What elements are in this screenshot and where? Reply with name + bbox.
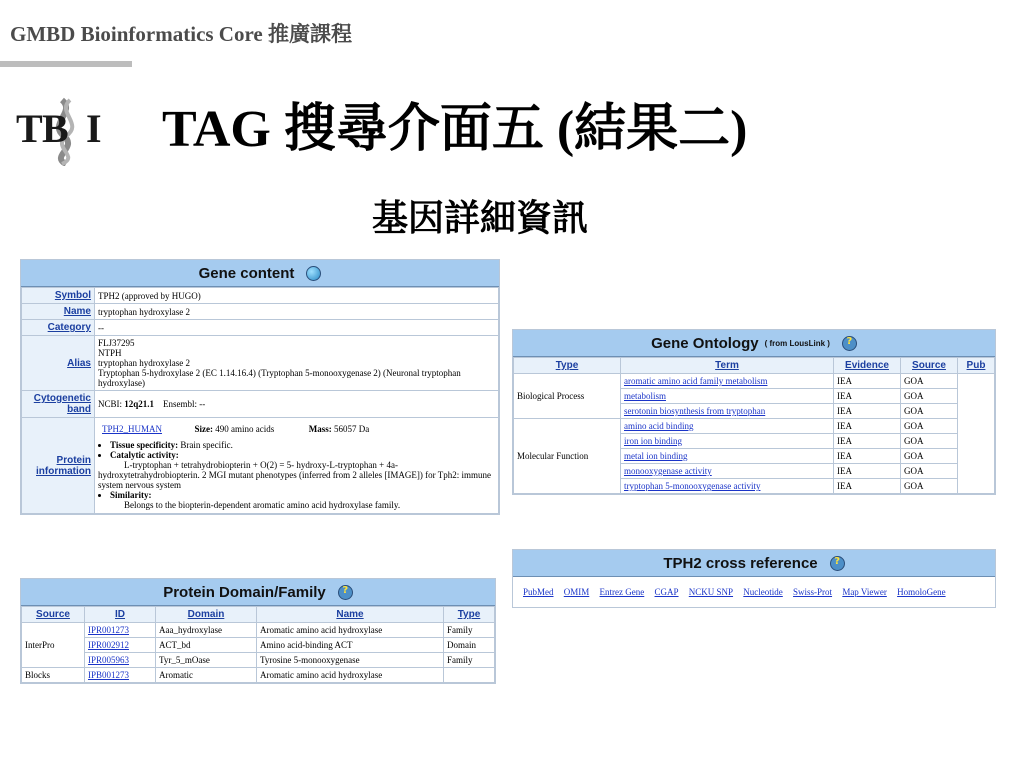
go-term-link[interactable]: metabolism: [624, 391, 666, 401]
go-term-cell: [621, 434, 834, 449]
cytogenetic-label[interactable]: Cytogenetic band: [22, 391, 95, 418]
go-source-cell: GOA: [901, 404, 958, 419]
table-row: [22, 418, 499, 514]
go-evidence-cell: IEA: [834, 404, 901, 419]
protein-domain-table: [21, 606, 495, 683]
source-cell: Blocks: [22, 668, 85, 683]
go-term-link[interactable]: tryptophan 5-monooxygenase activity: [624, 481, 761, 491]
go-evidence-cell: IEA: [834, 389, 901, 404]
gene-ontology-panel: [512, 329, 996, 495]
go-source-cell: GOA: [901, 449, 958, 464]
svg-text:I: I: [86, 106, 102, 151]
svg-text:B: B: [42, 106, 69, 151]
cross-reference-links: [513, 577, 995, 607]
protein-domain-header: [21, 579, 495, 606]
column-name[interactable]: Name: [257, 607, 444, 623]
ncku-snp-link[interactable]: NCKU SNP: [688, 587, 734, 597]
ncbi-label: NCBI:: [98, 399, 123, 409]
gene-ontology-table: [513, 357, 995, 494]
help-icon[interactable]: ?: [338, 585, 353, 600]
go-pub-cell: [958, 374, 995, 494]
column-domain[interactable]: Domain: [156, 607, 257, 623]
name-cell: Aromatic amino acid hydroxylase: [257, 623, 444, 638]
nucleotide-link[interactable]: Nucleotide: [743, 587, 783, 597]
alias-line: NTPH: [98, 348, 122, 358]
interpro-link[interactable]: IPR002912: [88, 640, 130, 650]
go-term-link[interactable]: metal ion binding: [624, 451, 688, 461]
symbol-value: TPH2 (approved by HUGO): [95, 288, 499, 304]
domain-cell: Tyr_5_mOase: [156, 653, 257, 668]
list-item: • Tissue specificity: Brain specific.: [110, 440, 495, 450]
go-term-link[interactable]: iron ion binding: [624, 436, 682, 446]
ncbi-band: 12q21.1: [124, 399, 155, 409]
alias-line: FLJ37295: [98, 338, 135, 348]
gene-content-title: Gene content: [198, 264, 295, 282]
cytogenetic-value: [95, 391, 499, 418]
cross-reference-header: [513, 550, 995, 577]
go-type-cell: Molecular Function: [514, 419, 621, 494]
go-evidence-cell: IEA: [834, 374, 901, 389]
catalytic-text: L-tryptophan + tetrahydrobiopterin + O(2) = 5- hydroxy-L-tryptophan + 4a-hydroxytetrahydrobiopterin. 2 MGI mutant phenotypes (inferred from 2 alleles [IMAGE]) for Tph2: immune system nervous system: [98, 460, 491, 490]
alias-label[interactable]: Alias: [22, 336, 95, 391]
column-source[interactable]: Source: [901, 358, 958, 374]
name-value: tryptophan hydroxylase 2: [95, 304, 499, 320]
table-row: [22, 391, 499, 418]
domain-cell: ACT_bd: [156, 638, 257, 653]
go-source-cell: GOA: [901, 419, 958, 434]
go-source-cell: GOA: [901, 434, 958, 449]
protein-domain-panel: [20, 578, 496, 684]
go-term-link[interactable]: aromatic amino acid family metabolism: [624, 376, 768, 386]
go-evidence-cell: IEA: [834, 449, 901, 464]
page-subtitle: 基因詳細資訊: [372, 198, 589, 238]
go-source-cell: GOA: [901, 464, 958, 479]
protein-info-label[interactable]: Protein information: [22, 418, 95, 514]
source-cell: InterPro: [22, 623, 85, 668]
go-term-link[interactable]: amino acid binding: [624, 421, 694, 431]
alias-line: tryptophan hydroxylase 2: [98, 358, 190, 368]
interpro-link[interactable]: IPR001273: [88, 625, 130, 635]
mass-value: 56057 Da: [334, 424, 370, 434]
globe-icon[interactable]: [306, 266, 321, 281]
omim-link[interactable]: OMIM: [563, 587, 590, 597]
table-header-row: [514, 358, 995, 374]
table-row: [22, 638, 495, 653]
symbol-label[interactable]: Symbol: [22, 288, 95, 304]
mass-label: Mass:: [308, 424, 332, 434]
table-row: [22, 336, 499, 391]
cross-reference-panel: [512, 549, 996, 608]
help-icon[interactable]: ?: [842, 336, 857, 351]
column-term[interactable]: Term: [621, 358, 834, 374]
category-label[interactable]: Category: [22, 320, 95, 336]
map-viewer-link[interactable]: Map Viewer: [842, 587, 887, 597]
category-value: --: [95, 320, 499, 336]
list-item: • Catalytic activity:: [110, 450, 495, 460]
cgap-link[interactable]: CGAP: [654, 587, 679, 597]
go-term-cell: [621, 449, 834, 464]
go-source-cell: GOA: [901, 389, 958, 404]
cross-reference-title: TPH2 cross reference: [663, 554, 818, 572]
protein-info-value: [95, 418, 499, 514]
protein-detail-list: [98, 490, 495, 500]
size-label: Size:: [194, 424, 214, 434]
go-evidence-cell: IEA: [834, 479, 901, 494]
pubmed-link[interactable]: PubMed: [523, 587, 554, 597]
go-evidence-cell: IEA: [834, 419, 901, 434]
alias-line: Tryptophan 5-hydroxylase 2 (EC 1.14.16.4) (Tryptophan 5-monooxygenase 2) (Neuronal tryptophan hydroxylase): [98, 368, 461, 388]
id-cell: [85, 668, 156, 683]
table-row: [514, 374, 995, 389]
column-pub[interactable]: Pub: [958, 358, 995, 374]
alias-value: [95, 336, 499, 391]
id-cell: [85, 638, 156, 653]
column-evidence[interactable]: Evidence: [834, 358, 901, 374]
blocks-link[interactable]: IPB001273: [88, 670, 130, 680]
go-term-link[interactable]: monooxygenase activity: [624, 466, 712, 476]
go-evidence-cell: IEA: [834, 434, 901, 449]
type-cell: [444, 668, 495, 683]
table-row: [22, 288, 499, 304]
swiss-prot-link[interactable]: Swiss-Prot: [793, 587, 833, 597]
homologene-link[interactable]: HomoloGene: [897, 587, 946, 597]
column-type[interactable]: Type: [444, 607, 495, 623]
table-header-row: [22, 607, 495, 623]
table-row: [22, 623, 495, 638]
type-cell: Family: [444, 653, 495, 668]
domain-cell: Aaa_hydroxylase: [156, 623, 257, 638]
name-cell: Amino acid-binding ACT: [257, 638, 444, 653]
type-cell: Domain: [444, 638, 495, 653]
entrez-gene-link[interactable]: Entrez Gene: [599, 587, 645, 597]
size-value: 490 amino acids: [215, 424, 275, 434]
name-cell: Tyrosine 5-monooxygenase: [257, 653, 444, 668]
id-cell: [85, 653, 156, 668]
id-cell: [85, 623, 156, 638]
gene-ontology-title: Gene Ontology: [651, 334, 759, 352]
gene-content-header: [21, 260, 499, 287]
gene-ontology-source: ( from LousLink ): [764, 338, 830, 348]
table-row: [22, 668, 495, 683]
help-icon[interactable]: ?: [830, 556, 845, 571]
go-term-cell: [621, 404, 834, 419]
page-title: TAG 搜尋介面五 (結果二): [162, 101, 748, 158]
go-term-cell: [621, 419, 834, 434]
gene-content-panel: [20, 259, 500, 515]
gene-content-table: [21, 287, 499, 514]
table-row: [514, 419, 995, 434]
name-label[interactable]: Name: [22, 304, 95, 320]
go-evidence-cell: IEA: [834, 464, 901, 479]
protein-domain-title: Protein Domain/Family: [163, 583, 326, 601]
table-row: [22, 304, 499, 320]
gene-ontology-header: [513, 330, 995, 357]
go-source-cell: GOA: [901, 479, 958, 494]
go-type-cell: Biological Process: [514, 374, 621, 419]
column-source[interactable]: Source: [22, 607, 85, 623]
protein-entry-link[interactable]: TPH2_HUMAN: [102, 424, 163, 434]
table-row: [22, 653, 495, 668]
go-term-cell: [621, 389, 834, 404]
table-row: [22, 320, 499, 336]
interpro-link[interactable]: IPR005963: [88, 655, 130, 665]
domain-cell: Aromatic: [156, 668, 257, 683]
course-header: GMBD Bioinformatics Core 推廣課程: [10, 22, 352, 46]
tbi-logo: [14, 94, 114, 166]
column-id[interactable]: ID: [85, 607, 156, 623]
protein-detail-list: [98, 440, 495, 460]
go-term-cell: [621, 464, 834, 479]
go-term-cell: [621, 479, 834, 494]
similarity-text: Belongs to the biopterin-dependent aromatic amino acid hydroxylase family.: [124, 500, 401, 510]
go-source-cell: GOA: [901, 374, 958, 389]
go-term-cell: [621, 374, 834, 389]
list-item: • Similarity:: [110, 490, 495, 500]
column-type[interactable]: Type: [514, 358, 621, 374]
type-cell: Family: [444, 623, 495, 638]
header-divider: [0, 61, 132, 67]
svg-text:T: T: [16, 106, 43, 151]
go-term-link[interactable]: serotonin biosynthesis from tryptophan: [624, 406, 766, 416]
name-cell: Aromatic amino acid hydroxylase: [257, 668, 444, 683]
ensembl-value: Ensembl: --: [163, 399, 206, 409]
